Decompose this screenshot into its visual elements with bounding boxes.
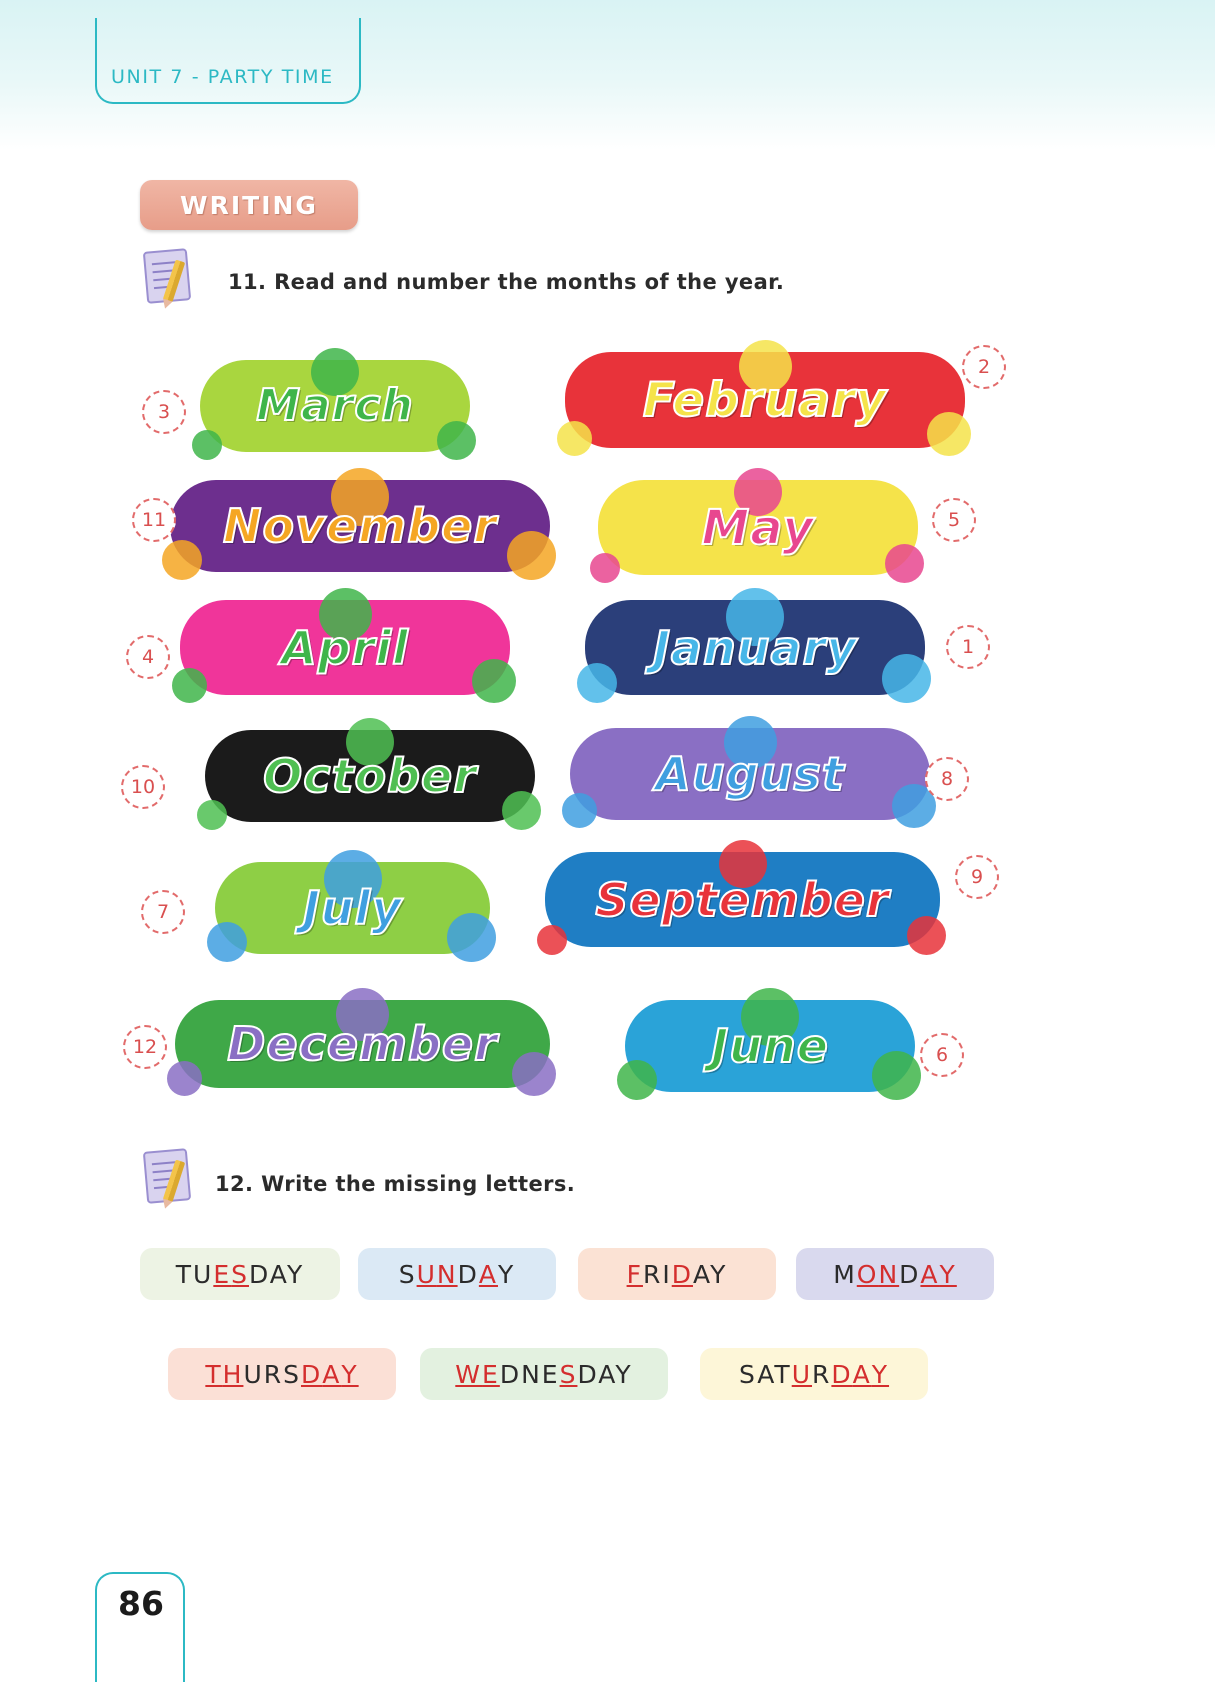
filled-letter: S <box>231 1259 249 1289</box>
month-card-january <box>585 600 925 695</box>
month-card-november <box>170 480 550 572</box>
printed-letter: DAY <box>249 1259 305 1289</box>
filled-letter: D <box>671 1259 693 1289</box>
printed-letter: URS <box>243 1359 301 1389</box>
month-name-may: May <box>701 499 815 556</box>
task-11-prompt: 11. Read and number the months of the year. <box>228 270 785 294</box>
printed-letter: DAY <box>577 1359 633 1389</box>
answer-number-february[interactable]: 2 <box>962 345 1006 389</box>
filled-letter: A <box>852 1359 872 1389</box>
filled-letter: F <box>626 1259 643 1289</box>
filled-letter: O <box>856 1259 879 1289</box>
answer-number-june[interactable]: 6 <box>920 1033 964 1077</box>
unit-title: UNIT 7 - PARTY TIME <box>111 66 334 88</box>
unit-title-chip <box>95 18 361 104</box>
day-word-box-friday[interactable] <box>578 1248 776 1300</box>
filled-letter: A <box>322 1359 342 1389</box>
answer-number-march[interactable]: 3 <box>142 390 186 434</box>
day-word-box-thursday[interactable] <box>168 1348 396 1400</box>
printed-letter: SAT <box>738 1359 792 1389</box>
month-name-december: December <box>227 1017 498 1071</box>
month-card-april <box>180 600 510 695</box>
day-word-box-monday[interactable] <box>796 1248 994 1300</box>
answer-number-october[interactable]: 10 <box>121 765 165 809</box>
section-badge-label: WRITING <box>180 191 318 220</box>
month-card-february <box>565 352 965 448</box>
filled-letter: H <box>222 1359 244 1389</box>
printed-letter: RI <box>642 1259 672 1289</box>
answer-number-january[interactable]: 1 <box>946 625 990 669</box>
month-name-november: November <box>222 499 498 553</box>
filled-letter: Y <box>871 1359 890 1389</box>
answer-number-november[interactable]: 11 <box>132 498 176 542</box>
month-name-june: June <box>711 1019 829 1073</box>
month-card-december <box>175 1000 550 1088</box>
printed-letter: M <box>833 1259 857 1289</box>
filled-letter: W <box>455 1359 483 1389</box>
month-card-may <box>598 480 918 575</box>
printed-letter: Y <box>497 1259 516 1289</box>
printed-letter: DNE <box>499 1359 560 1389</box>
filled-letter: N <box>436 1259 458 1289</box>
month-card-october <box>205 730 535 822</box>
month-card-august <box>570 728 930 820</box>
month-card-june <box>625 1000 915 1092</box>
printed-letter: D <box>899 1259 921 1289</box>
printed-letter: AY <box>692 1259 728 1289</box>
decorative-blob <box>537 925 567 955</box>
printed-letter: S <box>398 1259 417 1289</box>
decorative-blob <box>197 800 227 830</box>
printed-letter: R <box>812 1359 832 1389</box>
answer-number-december[interactable]: 12 <box>123 1025 167 1069</box>
answer-number-july[interactable]: 7 <box>141 890 185 934</box>
notepad-pencil-icon <box>143 248 195 306</box>
month-name-march: March <box>256 380 414 431</box>
filled-letter: Y <box>939 1259 957 1289</box>
printed-letter: TU <box>175 1259 214 1289</box>
month-name-february: February <box>642 372 888 428</box>
day-word-box-tuesday[interactable] <box>140 1248 340 1300</box>
filled-letter: N <box>878 1259 900 1289</box>
filled-letter: T <box>205 1359 223 1389</box>
printed-letter: D <box>457 1259 479 1289</box>
filled-letter: Y <box>341 1359 359 1389</box>
filled-letter: U <box>791 1359 813 1389</box>
month-name-july: July <box>302 881 403 935</box>
decorative-blob <box>590 553 620 583</box>
answer-number-april[interactable]: 4 <box>126 635 170 679</box>
filled-letter: D <box>831 1359 853 1389</box>
month-card-march <box>200 360 470 452</box>
filled-letter: E <box>482 1359 500 1389</box>
month-name-april: April <box>281 620 409 675</box>
month-name-january: January <box>652 620 858 675</box>
task-12-prompt: 12. Write the missing letters. <box>215 1172 576 1196</box>
filled-letter: S <box>559 1359 578 1389</box>
day-word-box-wednesday[interactable] <box>420 1348 668 1400</box>
answer-number-may[interactable]: 5 <box>932 498 976 542</box>
answer-number-september[interactable]: 9 <box>955 855 999 899</box>
month-card-july <box>215 862 490 954</box>
month-card-september <box>545 852 940 947</box>
month-name-august: August <box>655 747 845 801</box>
notepad-pencil-icon <box>143 1148 195 1206</box>
answer-number-august[interactable]: 8 <box>925 757 969 801</box>
filled-letter: U <box>416 1259 437 1289</box>
day-word-box-sunday[interactable] <box>358 1248 556 1300</box>
decorative-blob <box>192 430 222 460</box>
filled-letter: A <box>920 1259 940 1289</box>
filled-letter: D <box>300 1359 323 1389</box>
filled-letter: E <box>213 1259 232 1289</box>
month-name-september: September <box>595 872 890 927</box>
filled-letter: A <box>478 1259 498 1289</box>
section-badge-writing <box>140 180 358 230</box>
page-number: 86 <box>118 1584 164 1623</box>
day-word-box-saturday[interactable] <box>700 1348 928 1400</box>
month-name-october: October <box>263 749 477 803</box>
